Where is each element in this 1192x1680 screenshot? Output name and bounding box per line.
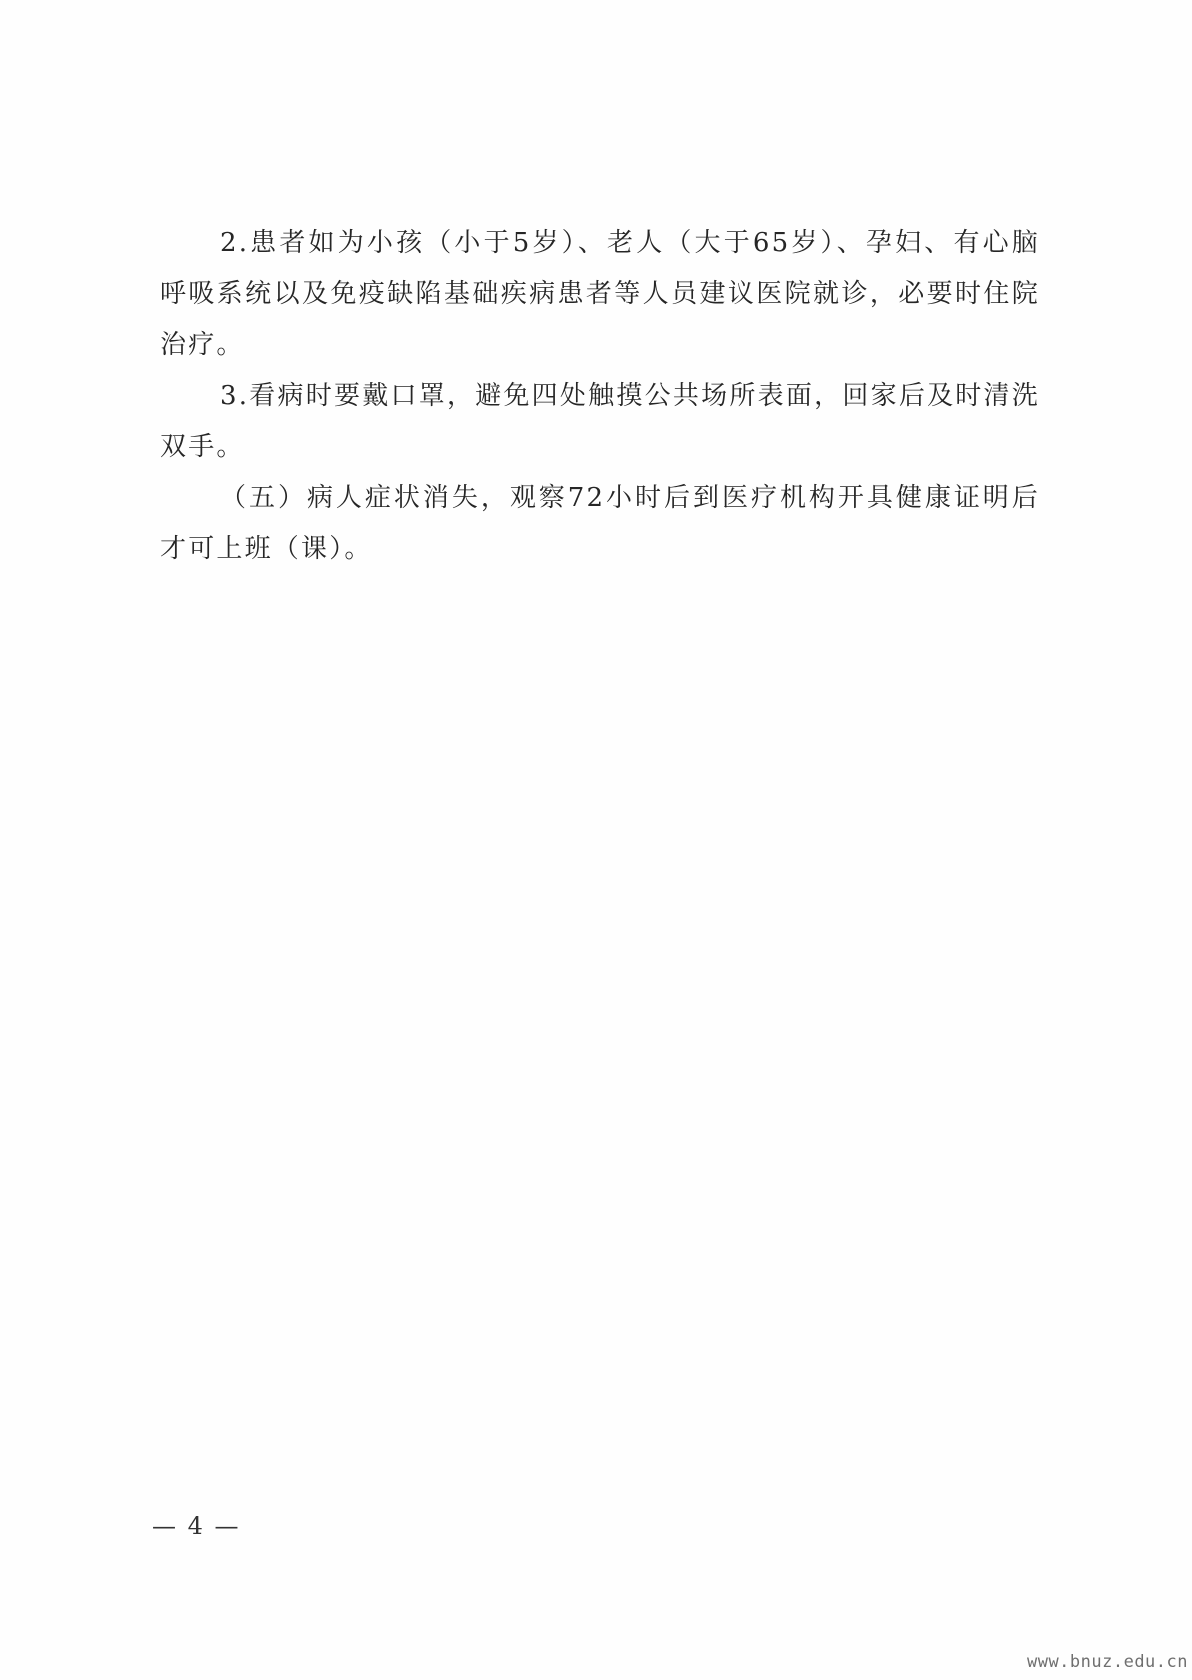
page-number: — 4 — — [152, 1512, 241, 1540]
paragraph-item-3: 3.看病时要戴口罩，避免四处触摸公共场所表面，回家后及时清洗双手。 — [160, 381, 1040, 462]
paragraph-item-2: 2.患者如为小孩（小于5岁）、老人（大于65岁）、孕妇、有心脑呼吸系统以及免疫缺陷基础疾病患者等人员建议医院就诊，必要时住院治疗。 — [160, 228, 1040, 360]
website-watermark: www.bnuz.edu.cn — [1026, 1652, 1188, 1672]
paragraph-section-5: （五）病人症状消失，观察72小时后到医疗机构开具健康证明后才可上班（课）。 — [160, 483, 1040, 564]
document-body — [160, 218, 1040, 575]
